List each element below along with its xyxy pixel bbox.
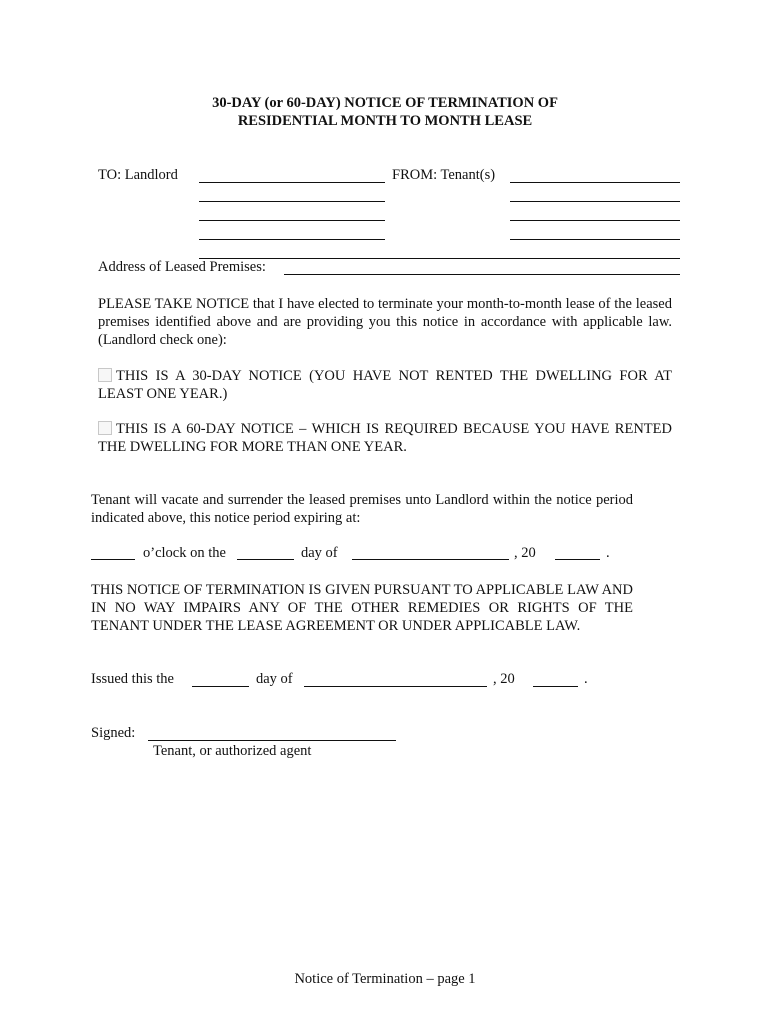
- issued-year-prefix: , 20: [493, 671, 515, 687]
- legal-paragraph: THIS NOTICE OF TERMINATION IS GIVEN PURSUANT TO APPLICABLE LAW AND IN NO WAY IMPAIRS ANY OF THE OTHER REMEDIES OR RIGHTS OF THE TENANT UNDER THE LEASE AGREEMENT OR UNDER APPLICABLE LAW.: [91, 582, 633, 634]
- issued-label: Issued this the: [91, 671, 174, 687]
- option-60-day: [98, 420, 672, 456]
- expiry-oclock-label: o’clock on the: [143, 545, 226, 561]
- expiry-hour-line[interactable]: [91, 559, 135, 560]
- tenant-name-line[interactable]: [510, 182, 680, 183]
- notice-paragraph: PLEASE TAKE NOTICE that I have elected to terminate your month-to-month lease of the leased premises identified above and are providing you this notice in accordance with applicable law. (Landlord check one):: [98, 296, 672, 348]
- full-width-line[interactable]: [199, 258, 680, 259]
- expiry-year-line[interactable]: [555, 559, 600, 560]
- checkbox-60-day[interactable]: [98, 421, 112, 435]
- issued-year-line[interactable]: [533, 686, 578, 687]
- issued-period: .: [584, 671, 588, 687]
- from-tenant-label: FROM: Tenant(s): [392, 167, 496, 183]
- signature-line[interactable]: [148, 740, 396, 741]
- option-60-day-text: THIS IS A 60-DAY NOTICE – WHICH IS REQUIRED BECAUSE YOU HAVE RENTED THE DWELLING FOR MORE THAN ONE YEAR.: [98, 421, 672, 455]
- tenant-address-line-1[interactable]: [510, 201, 680, 202]
- checkbox-30-day[interactable]: [98, 368, 112, 382]
- document-title-line-1: 30-DAY (or 60-DAY) NOTICE OF TERMINATION OF: [212, 95, 558, 111]
- expiry-month-line[interactable]: [352, 559, 509, 560]
- landlord-address-line-2[interactable]: [199, 220, 385, 221]
- expiry-day-of-label: day of: [301, 545, 338, 561]
- signed-label: Signed:: [91, 725, 136, 741]
- document-title-line-2: RESIDENTIAL MONTH TO MONTH LEASE: [237, 113, 533, 129]
- expiry-day-line[interactable]: [237, 559, 294, 560]
- landlord-address-line-3[interactable]: [199, 239, 385, 240]
- landlord-address-line-1[interactable]: [199, 201, 385, 202]
- issued-month-line[interactable]: [304, 686, 487, 687]
- signature-caption: Tenant, or authorized agent: [153, 743, 312, 759]
- address-leased-premises-line[interactable]: [284, 274, 680, 275]
- expiry-period: .: [606, 545, 610, 561]
- tenant-address-line-3[interactable]: [510, 239, 680, 240]
- to-landlord-label: TO: Landlord: [98, 167, 178, 183]
- landlord-name-line[interactable]: [199, 182, 385, 183]
- issued-day-of-label: day of: [256, 671, 293, 687]
- expiry-year-prefix: , 20: [514, 545, 536, 561]
- issued-day-line[interactable]: [192, 686, 249, 687]
- option-30-day: [98, 367, 672, 403]
- option-30-day-text: THIS IS A 30-DAY NOTICE (YOU HAVE NOT RENTED THE DWELLING FOR AT LEAST ONE YEAR.): [98, 368, 672, 402]
- page-footer: Notice of Termination – page 1: [294, 971, 476, 987]
- tenant-address-line-2[interactable]: [510, 220, 680, 221]
- vacate-paragraph: Tenant will vacate and surrender the leased premises unto Landlord within the notice period indicated above, this notice period expiring at:: [91, 492, 633, 526]
- address-leased-premises-label: Address of Leased Premises:: [98, 259, 266, 275]
